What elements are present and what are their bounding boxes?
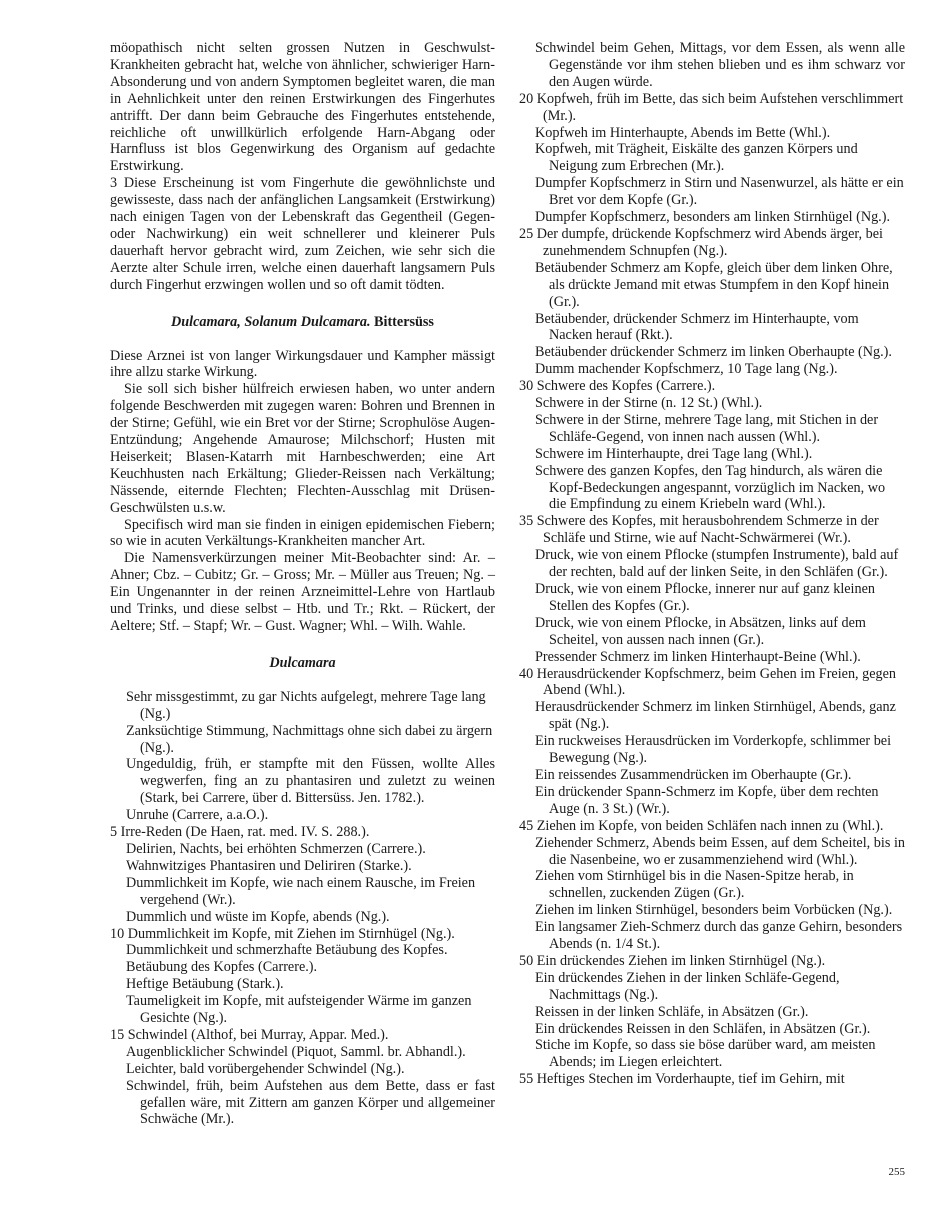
symptom-entry: Augenblicklicher Schwindel (Piquot, Samml. br. Abhandl.). xyxy=(126,1043,466,1060)
symptom-entry: 45 Ziehen im Kopfe, von beiden Schläfen nach innen zu (Whl.). xyxy=(519,817,884,834)
symptom-entry: Ein drückendes Ziehen in der linken Schläfe-Gegend, Nachmittags (Ng.). xyxy=(535,969,840,1003)
symptom-entry: 15 Schwindel (Althof, bei Murray, Appar. Med.). xyxy=(110,1026,389,1043)
left-column xyxy=(110,40,495,1128)
symptom-entry: Kopfweh im Hinterhaupte, Abends im Bette (Whl.). xyxy=(535,124,831,141)
symptom-entry: Delirien, Nachts, bei erhöhten Schmerzen (Carrere.). xyxy=(126,840,426,857)
symptom-entry: Zanksüchtige Stimmung, Nachmittags ohne sich dabei zu ärgern (Ng.). xyxy=(126,722,493,756)
symptom-entry: Ein ruckweises Herausdrücken im Vorderkopfe, schlimmer bei Bewegung (Ng.). xyxy=(535,733,892,767)
symptom-entry: Dumpfer Kopfschmerz, besonders am linken Stirnhügel (Ng.). xyxy=(535,209,890,226)
symptom-list-left xyxy=(110,689,495,1129)
symptom-entry: Leichter, bald vorübergehender Schwindel (Ng.). xyxy=(126,1060,405,1077)
intro-paragraph: möopathisch nicht selten grossen Nutzen in Geschwulst-Krankheiten gebracht hat, welche von ähnlicher, schwieriger Harn-Absonderung und von andern Symptomen begleitet waren, die man in Aehnlichkeit unter den reinen Erstwirkungen des Fingerhutes antrifft. Der dann beim Gebrauche des Fingerhutes entstehende, reichliche oft unwillkürlich erfolgende Harn-Abgang oder Harnfluss ist blos Gegenwirkung des Organism auf gedachte Erstwirkung. xyxy=(110,40,495,175)
page-number: 255 xyxy=(888,1166,905,1178)
symptom-entry: 5 Irre-Reden (De Haen, rat. med. IV. S. 288.). xyxy=(110,824,370,841)
symptom-entry: Unruhe (Carrere, a.a.O.). xyxy=(126,807,269,824)
description-paragraph: Sie soll sich bisher hülfreich erwiesen haben, wo unter andern folgende Beschwerden mit zugegen waren: Bohren und Brennen in der Stirne; Gefühl, wie ein Bret vor der Stirne; Scrophulöse Augen-Entzündung; Angehende Amaurose; Milchschorf; Husten mit Heiserkeit; Blasen-Katarrh mit Harnbeschwerden; eine Art Keuchhusten nach Erkältung; Glieder-Reissen nach Verkältung; Nässende, eiternde Flechten; Flechten-Ausschlag mit Drüsen-Geschwülsten u.s.w. xyxy=(110,381,495,516)
symptom-entry: Schwere in der Stirne (n. 12 St.) (Whl.). xyxy=(535,395,763,412)
symptom-entry: 10 Dummlichkeit im Kopfe, mit Ziehen im Stirnhügel (Ng.). xyxy=(110,925,455,942)
symptom-entry: Ein langsamer Zieh-Schmerz durch das ganze Gehirn, besonders Abends (n. 1/4 St.). xyxy=(535,919,903,953)
symptom-entry: Reissen in der linken Schläfe, in Absätzen (Gr.). xyxy=(535,1003,809,1020)
symptom-entry: Dumpfer Kopfschmerz in Stirn und Nasenwurzel, als hätte er ein Bret vor dem Kopfe (Gr.). xyxy=(535,175,904,209)
symptom-entry: Schwere in der Stirne, mehrere Tage lang, mit Stichen in der Schläfe-Gegend, von innen nach aussen (Whl.). xyxy=(535,411,879,445)
symptom-entry: Schwere im Hinterhaupte, drei Tage lang (Whl.). xyxy=(535,445,813,462)
description-paragraph: Specifisch wird man sie finden in einigen epidemischen Fiebern; so wie in acuten Verkältungs-Krankheiten mancher Art. xyxy=(110,516,495,550)
symptom-entry: Betäubender drückender Schmerz im linken Oberhaupte (Ng.). xyxy=(535,344,892,361)
heading-latin-name: Dulcamara, Solanum Dulcamara. xyxy=(171,313,371,330)
symptom-entry: 25 Der dumpfe, drückende Kopfschmerz wird Abends ärger, bei zunehmendem Schnupfen (Ng.). xyxy=(519,225,883,259)
symptom-entry: Druck, wie von einem Pflocke, in Absätzen, links auf dem Scheitel, von aussen nach innen (Gr.). xyxy=(535,614,866,648)
section-heading-bittersuess xyxy=(110,314,495,331)
symptom-entry: Druck, wie von einem Pflocke, innerer nur auf ganz kleinen Stellen des Kopfes (Gr.). xyxy=(535,581,875,614)
symptom-entry: Ziehen im linken Stirnhügel, besonders beim Vorbücken (Ng.). xyxy=(535,902,893,919)
symptom-entry: Herausdrückender Schmerz im linken Stirnhügel, Abends, ganz spät (Ng.). xyxy=(535,699,896,733)
symptom-entry: Schwere des ganzen Kopfes, den Tag hindurch, als wären die Kopf-Bedeckungen angespannt, vorzüglich im Nacken, wo die Empfindung zu einem Kriebeln ward (Whl.). xyxy=(535,462,886,513)
symptom-entry: Wahnwitziges Phantasiren und Deliriren (Starke.). xyxy=(126,857,412,874)
symptom-entry: Ungeduldig, früh, er stampfte mit den Füssen, wollte Alles wegwerfen, fing an zu phantasiren und zuletzt zu weinen (Stark, bei Carrere, über d. Bittersüss. Jen. 1782.). xyxy=(126,756,495,807)
symptom-entry: Heftige Betäubung (Stark.). xyxy=(126,976,284,993)
symptom-entry: Schwindel beim Gehen, Mittags, vor dem Essen, als wenn alle Gegenstände vor ihm stehen blieben und es ihm schwarz vor den Augen würde. xyxy=(535,40,905,90)
symptom-entry: Betäubender, drückender Schmerz im Hinterhaupte, vom Nacken herauf (Rkt.). xyxy=(535,310,859,344)
symptom-entry: Ein drückendes Reissen in den Schläfen, in Absätzen (Gr.). xyxy=(535,1020,871,1037)
symptom-entry: 55 Heftiges Stechen im Vorderhaupte, tief im Gehirn, mit xyxy=(519,1071,845,1088)
symptom-entry: Betäubender Schmerz am Kopfe, gleich über dem linken Ohre, als drückte Jemand mit etwas Stumpfem in den Kopf hinein (Gr.). xyxy=(535,259,893,310)
symptom-entry: Ein reissendes Zusammendrücken im Oberhaupte (Gr.). xyxy=(535,766,852,783)
symptom-entry: Sehr missgestimmt, zu gar Nichts aufgelegt, mehrere Tage lang (Ng.) xyxy=(126,688,486,722)
symptom-entry: Dummlich und wüste im Kopfe, abends (Ng.). xyxy=(126,908,390,925)
abbreviations-paragraph: Die Namensverkürzungen meiner Mit-Beobachter sind: Ar. – Ahner; Cbz. – Cubitz; Gr. – Gross; Mr. – Müller aus Treuen; Ng. – Ein Ungenannter in der reinen Arzneimittel-Lehre von Hartlaub und Trinks, und diese selbst – Htb. und Tr.; Rkt. – Rückert, der Aeltere; Stf. – Stapf; Wr. – Gust. Wagner; Whl. – Wilh. Wahle. xyxy=(110,550,495,634)
symptom-entry: 35 Schwere des Kopfes, mit herausbohrendem Schmerze in der Schläfe und Stirne, wie auf Nacht-Schwärmerei (Wr.). xyxy=(519,513,879,547)
symptom-entry: Schwindel, früh, beim Aufstehen aus dem Bette, dass er fast gefallen wäre, mit Zittern am ganzen Körper und allgemeiner Schwäche (Mr.). xyxy=(126,1077,495,1128)
symptom-entry: 50 Ein drückendes Ziehen im linken Stirnhügel (Ng.). xyxy=(519,952,826,969)
symptom-entry: Pressender Schmerz im linken Hinterhaupt-Beine (Whl.). xyxy=(535,648,861,665)
footnote-paragraph: 3 Diese Erscheinung ist vom Fingerhute die gewöhnlichste und gewisseste, dass nach der anfänglichen Langsamkeit (Erstwirkung) nach einigen Tagen von der Lebenskraft das Gegentheil (Gegen- oder Nachwirkung) ein weit schnellerer und kleinerer Puls dauerhaft hervor gebracht wird, zum Zeichen, wie sehr sich die Aerzte alter Schule irren, welche einen dauerhaft langsamern Puls durch Fingerhut erzwingen wollen und so oft damit tödten. xyxy=(110,175,495,293)
symptom-entry: 30 Schwere des Kopfes (Carrere.). xyxy=(519,378,716,395)
symptom-entry: Ziehender Schmerz, Abends beim Essen, auf dem Scheitel, bis in die Nasenbeine, wo er zusammenziehend wird (Whl.). xyxy=(535,834,905,868)
symptom-entry: Ein drückender Spann-Schmerz im Kopfe, über dem rechten Auge (n. 3 St.) (Wr.). xyxy=(535,783,879,817)
symptom-entry: Taumeligkeit im Kopfe, mit aufsteigender Wärme im ganzen Gesichte (Ng.). xyxy=(126,993,472,1027)
symptom-entry: Betäubung des Kopfes (Carrere.). xyxy=(126,959,318,976)
symptom-entry: Dummlichkeit und schmerzhafte Betäubung des Kopfes. xyxy=(126,942,448,959)
symptom-entry: 20 Kopfweh, früh im Bette, das sich beim Aufstehen verschlimmert (Mr.). xyxy=(519,90,904,124)
symptom-entry: Druck, wie von einem Pflocke (stumpfen Instrumente), bald auf der rechten, bald auf der linken Seite, in den Schläfen (Gr.). xyxy=(535,547,899,581)
symptom-entry: Dummlichkeit im Kopfe, wie nach einem Rausche, im Freien vergehend (Wr.). xyxy=(126,874,476,908)
heading-german-name: Bittersüss xyxy=(370,313,434,330)
section-heading-dulcamara xyxy=(110,655,495,672)
symptom-entry: Kopfweh, mit Trägheit, Eiskälte des ganzen Körpers und Neigung zum Erbrechen (Mr.). xyxy=(535,141,858,175)
symptom-entry: Ziehen vom Stirnhügel bis in die Nasen-Spitze herab, in schnellen, zuckenden Zügen (Gr.). xyxy=(535,868,854,902)
symptom-entry: Dumm machender Kopfschmerz, 10 Tage lang (Ng.). xyxy=(535,361,838,378)
description-paragraph: Diese Arznei ist von langer Wirkungsdauer und Kampher mässigt ihre allzu starke Wirkung. xyxy=(110,347,495,381)
heading-title: Dulcamara xyxy=(269,654,336,671)
symptom-entry: 40 Herausdrückender Kopfschmerz, beim Gehen im Freien, gegen Abend (Whl.). xyxy=(519,665,897,699)
right-column xyxy=(519,40,905,1088)
symptom-entry: Stiche im Kopfe, so dass sie böse darüber ward, am meisten Abends; im Liegen erleichtert. xyxy=(535,1037,876,1071)
symptom-list-right xyxy=(519,40,905,1088)
